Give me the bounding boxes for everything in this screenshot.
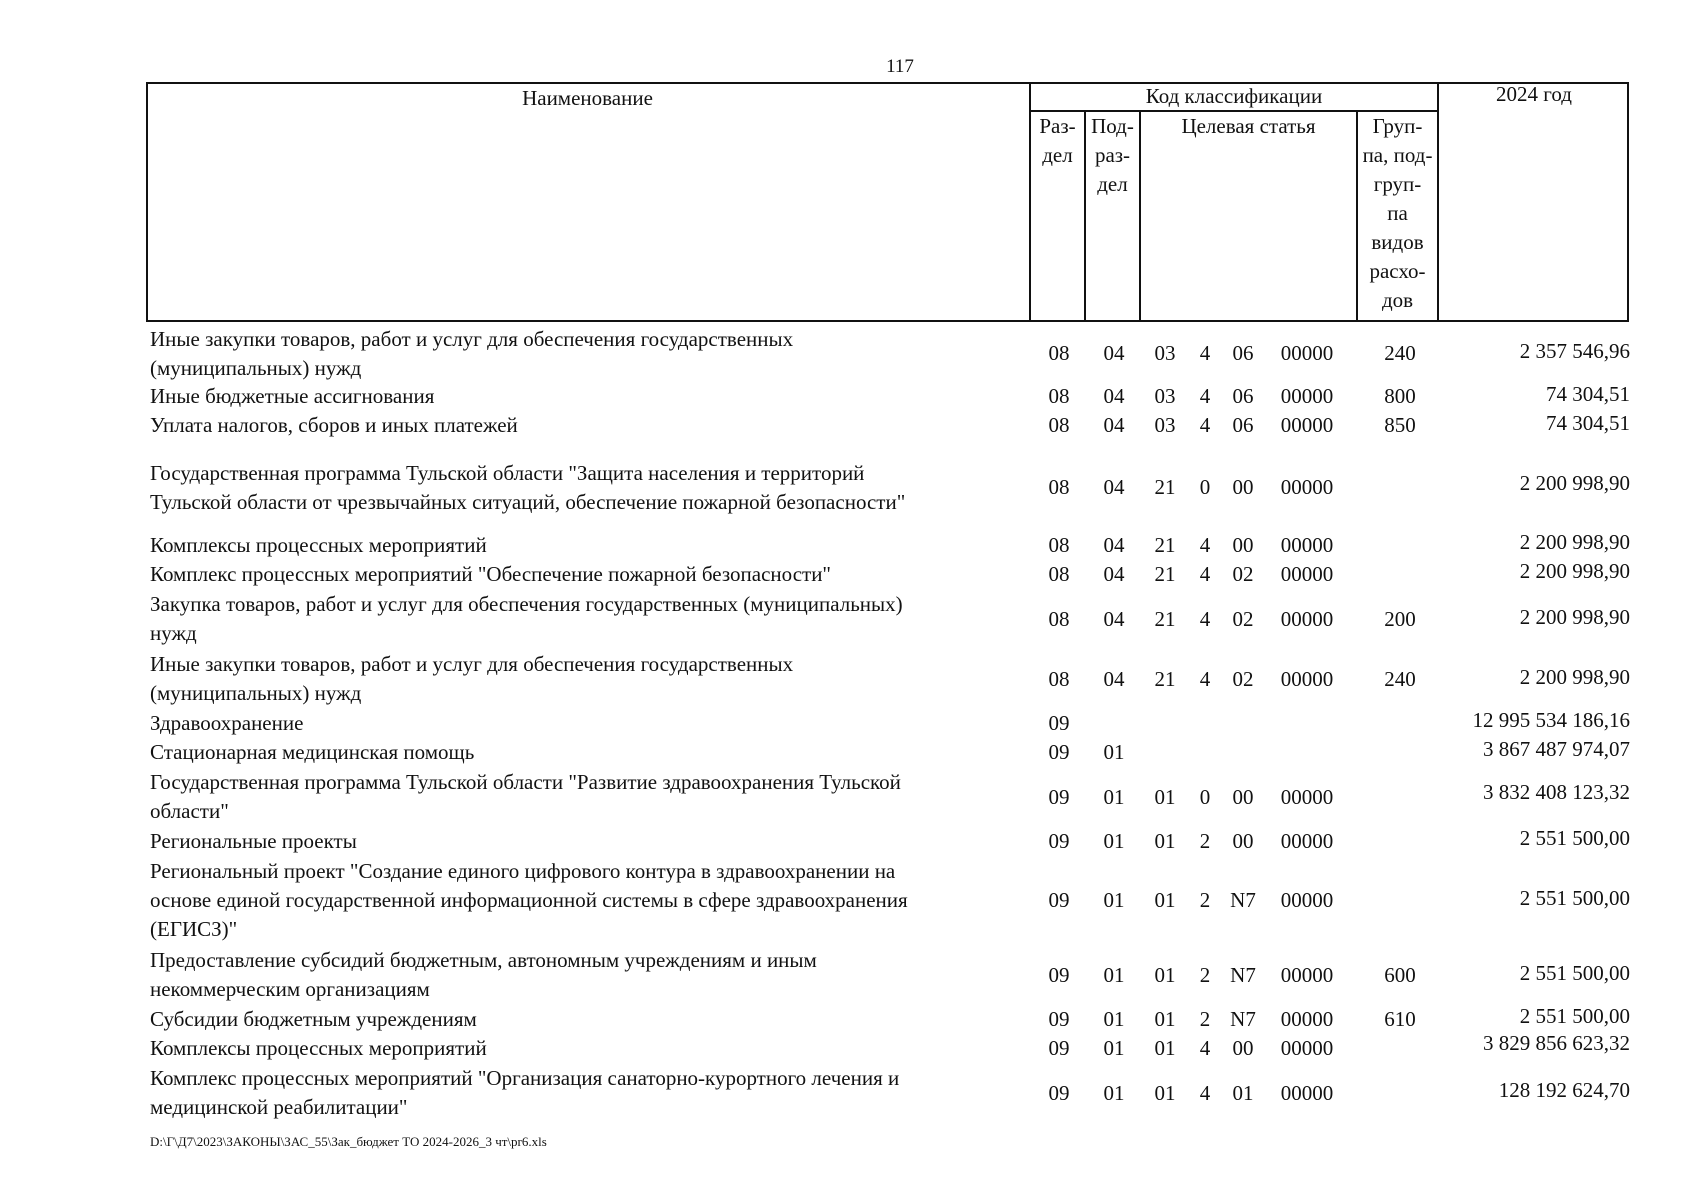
row-name-line: (муниципальных) нужд bbox=[150, 356, 362, 380]
row-name bbox=[150, 531, 1030, 560]
row-name-line: Государственная программа Тульской области "Развитие здравоохранения Тульской bbox=[150, 770, 901, 794]
row-razdel: 09 bbox=[1048, 829, 1070, 853]
row-razdel: 09 bbox=[1048, 785, 1070, 809]
header-divider bbox=[1139, 110, 1141, 322]
row-podrazdel: 04 bbox=[1103, 475, 1125, 499]
row-direction: 00000 bbox=[1280, 384, 1334, 408]
row-name-line: Иные закупки товаров, работ и услуг для обеспечения государственных bbox=[150, 652, 794, 676]
row-name-line: Комплекс процессных мероприятий "Обеспечение пожарной безопасности" bbox=[150, 562, 832, 586]
row-amount: 12 995 534 186,16 bbox=[1472, 708, 1630, 732]
row-direction: 00000 bbox=[1280, 533, 1334, 557]
header-razdel bbox=[1031, 112, 1084, 170]
row-program: 03 bbox=[1154, 341, 1176, 365]
row-direction: 00000 bbox=[1280, 667, 1334, 691]
row-expense-group: 200 bbox=[1384, 607, 1416, 631]
row-type: 4 bbox=[1199, 607, 1211, 631]
header-name: Наименование bbox=[522, 86, 653, 110]
header-year: 2024 год bbox=[1496, 82, 1572, 106]
row-name bbox=[150, 1064, 1030, 1122]
header-group-line: расхо- bbox=[1369, 259, 1426, 283]
row-subprogram: 02 bbox=[1232, 667, 1254, 691]
row-podrazdel: 01 bbox=[1103, 963, 1125, 987]
row-program: 01 bbox=[1154, 1081, 1176, 1105]
row-type: 4 bbox=[1199, 533, 1211, 557]
row-name-line: Субсидии бюджетным учреждениям bbox=[150, 1007, 477, 1031]
row-program: 01 bbox=[1154, 1036, 1176, 1060]
row-program: 01 bbox=[1154, 888, 1176, 912]
row-subprogram: N7 bbox=[1230, 1007, 1256, 1031]
row-program: 21 bbox=[1154, 533, 1176, 557]
row-expense-group: 240 bbox=[1384, 341, 1416, 365]
row-program: 01 bbox=[1154, 785, 1176, 809]
row-amount: 74 304,51 bbox=[1546, 411, 1630, 435]
row-razdel: 08 bbox=[1048, 562, 1070, 586]
row-name bbox=[150, 709, 1030, 738]
row-podrazdel: 01 bbox=[1103, 829, 1125, 853]
row-name-line: Государственная программа Тульской области "Защита населения и территорий bbox=[150, 461, 865, 485]
row-razdel: 09 bbox=[1048, 888, 1070, 912]
row-subprogram: 01 bbox=[1232, 1081, 1254, 1105]
row-razdel: 08 bbox=[1048, 341, 1070, 365]
header-group-line: видов bbox=[1371, 230, 1424, 254]
row-type: 4 bbox=[1199, 1081, 1211, 1105]
row-direction: 00000 bbox=[1280, 888, 1334, 912]
row-name bbox=[150, 738, 1030, 767]
row-amount: 3 829 856 623,32 bbox=[1483, 1031, 1630, 1055]
row-name bbox=[150, 650, 1030, 708]
row-podrazdel: 04 bbox=[1103, 533, 1125, 557]
row-razdel: 08 bbox=[1048, 384, 1070, 408]
row-name-line: Региональный проект "Создание единого цифрового контура в здравоохранении на bbox=[150, 859, 896, 883]
row-type: 2 bbox=[1199, 963, 1211, 987]
row-razdel: 08 bbox=[1048, 413, 1070, 437]
row-name bbox=[150, 1005, 1030, 1034]
row-name-line: Стационарная медицинская помощь bbox=[150, 740, 475, 764]
row-name-line: некоммерческим организациям bbox=[150, 977, 430, 1001]
row-direction: 00000 bbox=[1280, 1081, 1334, 1105]
row-subprogram: 00 bbox=[1232, 475, 1254, 499]
row-name bbox=[150, 382, 1030, 411]
row-type: 2 bbox=[1199, 888, 1211, 912]
row-subprogram: 06 bbox=[1232, 413, 1254, 437]
header-podrazdel bbox=[1086, 112, 1139, 199]
row-expense-group: 850 bbox=[1384, 413, 1416, 437]
row-name-line: (муниципальных) нужд bbox=[150, 681, 362, 705]
row-expense-group: 610 bbox=[1384, 1007, 1416, 1031]
row-razdel: 08 bbox=[1048, 667, 1070, 691]
row-podrazdel: 01 bbox=[1103, 888, 1125, 912]
row-type: 4 bbox=[1199, 562, 1211, 586]
row-podrazdel: 04 bbox=[1103, 607, 1125, 631]
header-group-line: дов bbox=[1381, 288, 1414, 312]
row-amount: 3 867 487 974,07 bbox=[1483, 737, 1630, 761]
row-amount: 2 551 500,00 bbox=[1519, 826, 1630, 850]
row-amount: 3 832 408 123,32 bbox=[1483, 780, 1630, 804]
row-podrazdel: 04 bbox=[1103, 562, 1125, 586]
row-type: 4 bbox=[1199, 341, 1211, 365]
header-group-line: груп- bbox=[1373, 172, 1422, 196]
row-razdel: 09 bbox=[1048, 740, 1070, 764]
row-expense-group: 240 bbox=[1384, 667, 1416, 691]
row-subprogram: 00 bbox=[1232, 1036, 1254, 1060]
row-type: 0 bbox=[1199, 785, 1211, 809]
row-subprogram: N7 bbox=[1230, 888, 1256, 912]
row-name bbox=[150, 1034, 1030, 1063]
row-direction: 00000 bbox=[1280, 1007, 1334, 1031]
row-type: 2 bbox=[1199, 1007, 1211, 1031]
row-program: 21 bbox=[1154, 562, 1176, 586]
row-type: 4 bbox=[1199, 384, 1211, 408]
row-direction: 00000 bbox=[1280, 607, 1334, 631]
row-name-line: Здравоохранение bbox=[150, 711, 304, 735]
row-razdel: 09 bbox=[1048, 963, 1070, 987]
row-subprogram: 06 bbox=[1232, 341, 1254, 365]
row-program: 21 bbox=[1154, 667, 1176, 691]
row-podrazdel: 01 bbox=[1103, 740, 1125, 764]
header-razdel-line: Раз- bbox=[1039, 114, 1076, 138]
row-type: 4 bbox=[1199, 413, 1211, 437]
row-name bbox=[150, 827, 1030, 856]
row-name-line: Комплексы процессных мероприятий bbox=[150, 1036, 487, 1060]
row-direction: 00000 bbox=[1280, 562, 1334, 586]
row-razdel: 08 bbox=[1048, 607, 1070, 631]
row-name-line: (ЕГИСЗ)" bbox=[150, 917, 238, 941]
header-group bbox=[1358, 112, 1437, 315]
row-amount: 2 200 998,90 bbox=[1519, 559, 1630, 583]
header-podrazdel-line: Под- bbox=[1091, 114, 1134, 138]
row-name bbox=[150, 768, 1030, 826]
row-name bbox=[150, 411, 1030, 440]
row-program: 03 bbox=[1154, 413, 1176, 437]
header-group-line: па, под- bbox=[1362, 143, 1433, 167]
row-type: 2 bbox=[1199, 829, 1211, 853]
row-name-line: Региональные проекты bbox=[150, 829, 357, 853]
header-podrazdel-line: дел bbox=[1097, 172, 1128, 196]
row-name bbox=[150, 560, 1030, 589]
row-type: 4 bbox=[1199, 1036, 1211, 1060]
row-subprogram: 02 bbox=[1232, 562, 1254, 586]
row-amount: 2 357 546,96 bbox=[1519, 339, 1630, 363]
row-podrazdel: 01 bbox=[1103, 1007, 1125, 1031]
file-path: D:\Г\Д7\2023\ЗАКОНЫ\ЗАС_55\Зак_бюджет ТО 2024-2026_3 чт\pr6.xls bbox=[150, 1134, 547, 1149]
row-amount: 2 200 998,90 bbox=[1519, 530, 1630, 554]
row-name-line: Уплата налогов, сборов и иных платежей bbox=[150, 413, 518, 437]
row-name bbox=[150, 857, 1030, 944]
row-program: 01 bbox=[1154, 963, 1176, 987]
row-program: 21 bbox=[1154, 607, 1176, 631]
header-podrazdel-line: раз- bbox=[1094, 143, 1131, 167]
row-name-line: Комплекс процессных мероприятий "Организация санаторно-курортного лечения и bbox=[150, 1066, 900, 1090]
row-subprogram: 06 bbox=[1232, 384, 1254, 408]
header-classification: Код классификации bbox=[1145, 84, 1323, 108]
row-podrazdel: 04 bbox=[1103, 413, 1125, 437]
row-direction: 00000 bbox=[1280, 785, 1334, 809]
header-target-article: Целевая статья bbox=[1181, 114, 1316, 138]
row-direction: 00000 bbox=[1280, 1036, 1334, 1060]
header-group-line: Груп- bbox=[1372, 114, 1423, 138]
row-razdel: 09 bbox=[1048, 1081, 1070, 1105]
row-amount: 74 304,51 bbox=[1546, 382, 1630, 406]
row-direction: 00000 bbox=[1280, 829, 1334, 853]
row-type: 4 bbox=[1199, 667, 1211, 691]
row-name bbox=[150, 946, 1030, 1004]
row-expense-group: 800 bbox=[1384, 384, 1416, 408]
row-amount: 2 200 998,90 bbox=[1519, 665, 1630, 689]
row-amount: 2 200 998,90 bbox=[1519, 471, 1630, 495]
row-razdel: 09 bbox=[1048, 1036, 1070, 1060]
row-podrazdel: 01 bbox=[1103, 1036, 1125, 1060]
row-name-line: нужд bbox=[150, 621, 197, 645]
row-amount: 2 551 500,00 bbox=[1519, 961, 1630, 985]
page-number: 117 bbox=[886, 56, 914, 77]
row-subprogram: 00 bbox=[1232, 533, 1254, 557]
row-name-line: Тульской области от чрезвычайных ситуаций, обеспечение пожарной безопасности" bbox=[150, 490, 906, 514]
row-amount: 2 200 998,90 bbox=[1519, 605, 1630, 629]
row-razdel: 09 bbox=[1048, 1007, 1070, 1031]
row-type: 0 bbox=[1199, 475, 1211, 499]
row-direction: 00000 bbox=[1280, 413, 1334, 437]
row-podrazdel: 04 bbox=[1103, 341, 1125, 365]
row-name bbox=[150, 459, 1030, 517]
row-name-line: Иные закупки товаров, работ и услуг для обеспечения государственных bbox=[150, 327, 794, 351]
row-name-line: Комплексы процессных мероприятий bbox=[150, 533, 487, 557]
row-subprogram: N7 bbox=[1230, 963, 1256, 987]
row-razdel: 09 bbox=[1048, 711, 1070, 735]
row-direction: 00000 bbox=[1280, 475, 1334, 499]
row-amount: 2 551 500,00 bbox=[1519, 1004, 1630, 1028]
row-name-line: Закупка товаров, работ и услуг для обеспечения государственных (муниципальных) bbox=[150, 592, 903, 616]
row-subprogram: 00 bbox=[1232, 785, 1254, 809]
row-name-line: основе единой государственной информационной системы в сфере здравоохранения bbox=[150, 888, 908, 912]
row-name bbox=[150, 325, 1030, 383]
row-name-line: Предоставление субсидий бюджетным, автономным учреждениям и иным bbox=[150, 948, 817, 972]
row-subprogram: 00 bbox=[1232, 829, 1254, 853]
row-podrazdel: 01 bbox=[1103, 785, 1125, 809]
row-expense-group: 600 bbox=[1384, 963, 1416, 987]
row-program: 01 bbox=[1154, 829, 1176, 853]
row-podrazdel: 04 bbox=[1103, 667, 1125, 691]
row-subprogram: 02 bbox=[1232, 607, 1254, 631]
row-program: 01 bbox=[1154, 1007, 1176, 1031]
row-name bbox=[150, 590, 1030, 648]
row-name-line: области" bbox=[150, 799, 229, 823]
header-divider bbox=[1437, 82, 1439, 322]
row-amount: 128 192 624,70 bbox=[1498, 1078, 1630, 1102]
row-program: 21 bbox=[1154, 475, 1176, 499]
row-name-line: медицинской реабилитации" bbox=[150, 1095, 408, 1119]
row-podrazdel: 04 bbox=[1103, 384, 1125, 408]
row-program: 03 bbox=[1154, 384, 1176, 408]
row-amount: 2 551 500,00 bbox=[1519, 886, 1630, 910]
row-razdel: 08 bbox=[1048, 475, 1070, 499]
row-direction: 00000 bbox=[1280, 341, 1334, 365]
row-name-line: Иные бюджетные ассигнования bbox=[150, 384, 435, 408]
row-podrazdel: 01 bbox=[1103, 1081, 1125, 1105]
header-group-line: па bbox=[1387, 201, 1408, 225]
header-razdel-line: дел bbox=[1042, 143, 1073, 167]
row-direction: 00000 bbox=[1280, 963, 1334, 987]
row-razdel: 08 bbox=[1048, 533, 1070, 557]
